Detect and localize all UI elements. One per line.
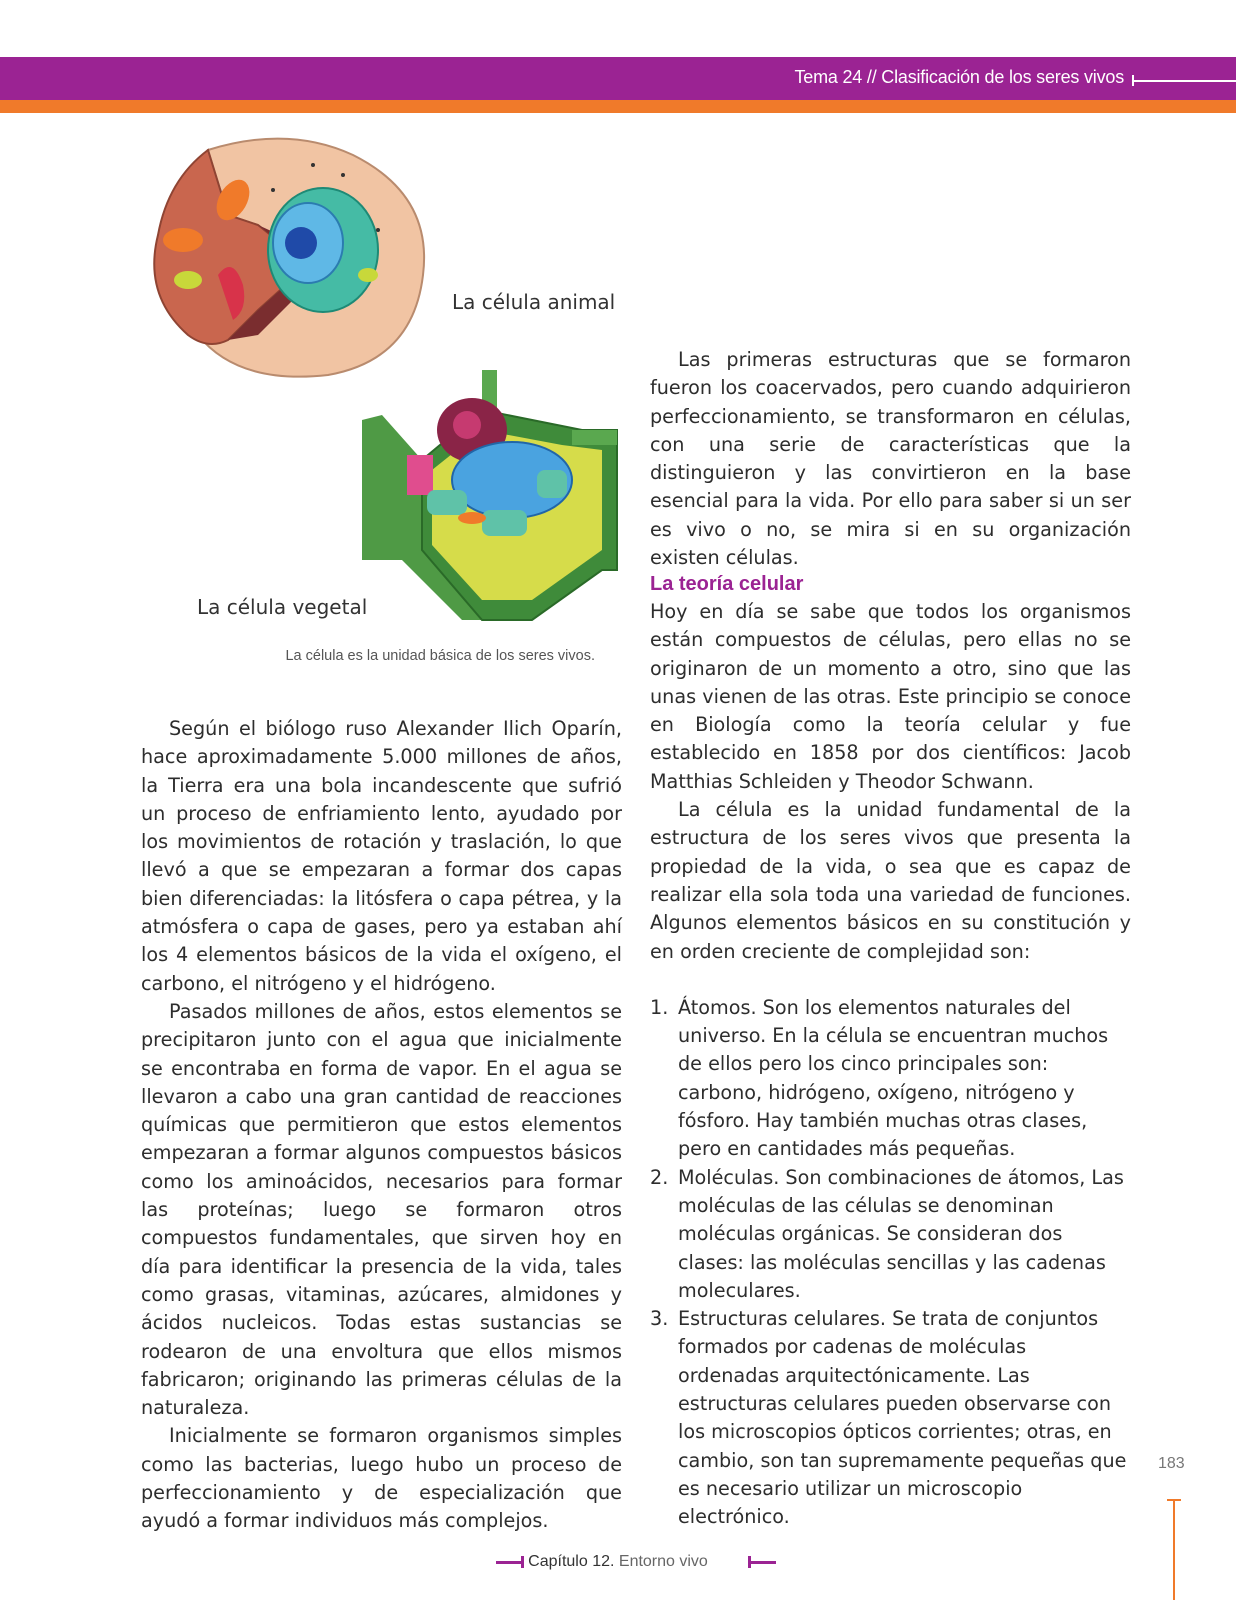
list-text: Átomos. Son los elementos naturales del universo. En la célula se encuentran muchos de ellos pero los cinco principales son: carbono, hidrógeno, oxígeno, nitrógeno y fósforo. Hay también muchas otras clases, pero en cantidades más pequeñas.: [678, 995, 1109, 1161]
list-number: 1.: [650, 995, 669, 1019]
section-subheading: La teoría celular: [650, 573, 804, 595]
list-text: Moléculas. Son combinaciones de átomos, Las moléculas de las células se denominan moléculas orgánicas. Se consideran dos clases: las moléculas sencillas y las cadenas moleculares.: [678, 1165, 1124, 1302]
footer-ornament-right-tick: [748, 1556, 751, 1568]
header-rule: [1133, 80, 1236, 82]
body-paragraph: Según el biólogo ruso Alexander Ilich Oparín, hace aproximadamente 5.000 millones de años, la Tierra era una bola incandescente que sufrió un proceso de enfriamiento lento, ayudado por los movimientos de rotación y traslación, lo que llevó a que se empezaran a formar dos capas bien diferenciadas: la litósfera o capa pétrea, y la atmósfera o capa de gases, pero ya estaban ahí los 4 elementos básicos de la vida el oxígeno, el carbono, el nitrógeno y el hidrógeno.: [141, 717, 622, 995]
footer: [0, 1553, 1236, 1571]
side-rule: [1173, 1500, 1175, 1600]
footer-title: Entorno vivo: [618, 1553, 708, 1570]
page-number: 183: [1158, 1455, 1185, 1472]
footer-ornament-right: [748, 1561, 776, 1564]
list-item: [650, 1164, 1131, 1305]
left-text-block: [141, 715, 622, 1536]
right-main-block: [650, 570, 1131, 1532]
right-intro-block: [650, 346, 1131, 572]
plant-cell-illustration: [362, 370, 624, 622]
list-text: Estructuras celulares. Se trata de conjuntos formados por cadenas de moléculas ordenadas arquitectónicamente. Las estructuras celulares pueden observarse con los microscopios ópticos corrientes; otras, en cambio, son tan supremamente pequeñas que es necesario utilizar un microscopio electrónico.: [678, 1307, 1127, 1529]
animal-cell-label: La célula animal: [452, 290, 616, 314]
header-title: Tema 24 // Clasificación de los seres vivos: [794, 67, 1124, 87]
animal-cell-illustration: [138, 135, 438, 385]
spacer: [650, 966, 1131, 994]
intro-paragraph: Las primeras estructuras que se formaron fueron los coacervados, pero cuando adquirieron perfeccionamiento, se transformaron en células, con una serie de características que la distinguieron y las convirtieron en la base esencial para la vida. Por ello para saber si un ser es vivo o no, se mira si en su organización existen células.: [650, 348, 1131, 570]
list-item: [650, 1305, 1131, 1531]
plant-cell-label: La célula vegetal: [197, 595, 368, 619]
body-paragraph: La célula es la unidad fundamental de la estructura de los seres vivos que presenta la propiedad de la vida, o sea que es capaz de realizar ella sola toda una variedad de funciones. Algunos elementos básicos en su constitución y en orden creciente de complejidad son:: [650, 798, 1131, 963]
body-paragraph: Hoy en día se sabe que todos los organismos están compuestos de células, pero ellas no se originaron de un momento a otro, sino que las unas vienen de las otras. Este principio se conoce en Biología como la teoría celular y fue establecido en 1858 por dos científicos: Jacob Matthias Schleiden y Theodor Schwann.: [650, 600, 1131, 793]
body-paragraph: Inicialmente se formaron organismos simples como las bacterias, luego hubo un proceso de perfeccionamiento y de especialización que ayudó a formar individuos más complejos.: [141, 1424, 622, 1533]
list-number: 3.: [650, 1307, 669, 1331]
list-number: 2.: [650, 1165, 669, 1189]
footer-chapter: Capítulo 12.: [528, 1553, 615, 1570]
body-paragraph: Pasados millones de años, estos elementos se precipitaron junto con el agua que inicialmente se encontraba en forma de vapor. En el agua se llevaron a cabo una gran cantidad de reacciones químicas que permitieron que estos elementos empezaran a formar algunos compuestos básicos como los aminoácidos, necesarios para formar las proteínas; luego se formaron otros compuestos fundamentales, que sirven hoy en día para identificar la presencia de la vida, tales como grasas, vitaminas, azúcares, almidones y ácidos nucleicos. Todas estas sustancias se rodearon de una envoltura que ellos mismos fabricaron; originando las primeras células de la naturaleza.: [141, 999, 622, 1420]
list-item: [650, 994, 1131, 1164]
numbered-list: [650, 994, 1131, 1532]
header-accent-stripe: [0, 100, 1236, 113]
figure-caption: La célula es la unidad básica de los seres vivos.: [285, 648, 595, 664]
